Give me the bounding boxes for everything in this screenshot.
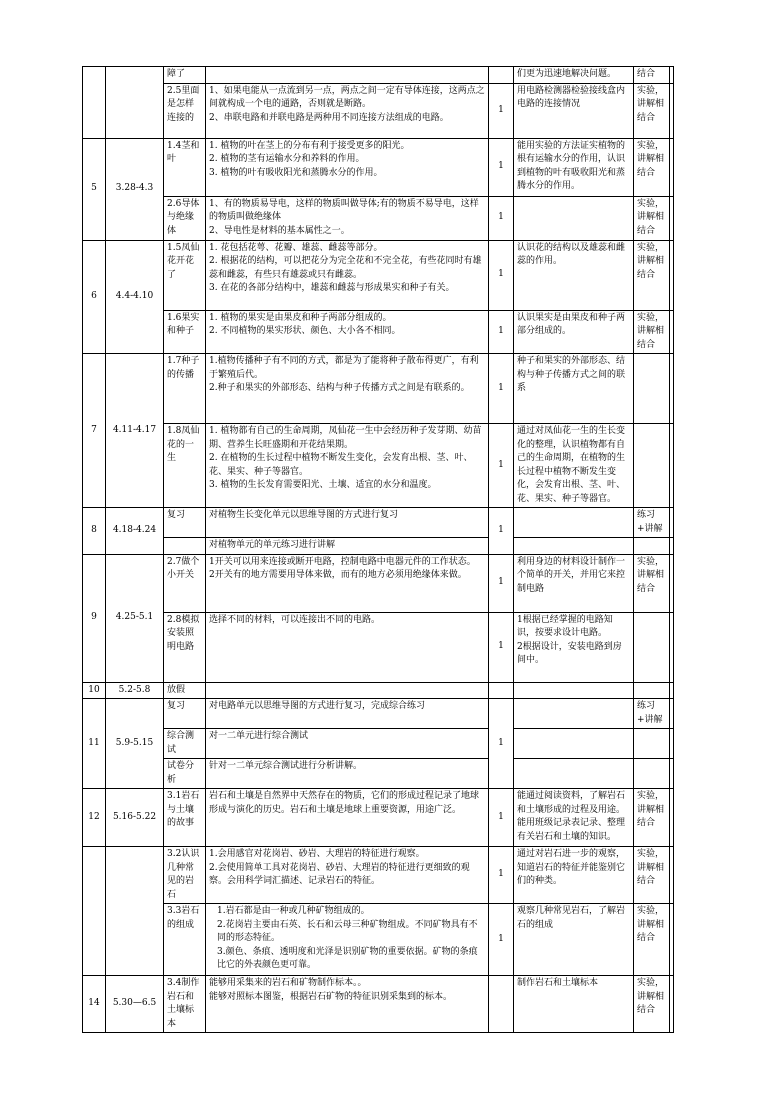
empty-cell: [670, 612, 674, 682]
class-hours-cell: 1: [489, 310, 514, 354]
text-line: 对植物生长变化单元以思维导图的方式进行复习: [209, 510, 399, 520]
teaching-method-cell: [634, 847, 670, 904]
empty-cell: [670, 699, 674, 729]
text-line: 能用实验的方法证实植物的根有运输水分的作用，认识到植物的叶有吸收阳光和蒸腾水分的作用。: [517, 140, 626, 191]
teaching-goal-cell: [514, 83, 634, 138]
lesson-title-cell: 1.6果实和种子: [164, 310, 206, 354]
empty-cell: [670, 424, 674, 508]
class-hours-cell: 1: [489, 354, 514, 424]
teaching-content-cell: [206, 310, 489, 354]
table-row: [83, 424, 674, 508]
lesson-title-cell: 1.5凤仙花开花了: [164, 240, 206, 310]
lesson-title-cell: 2.8模拟安装照明电路: [164, 612, 206, 682]
teaching-content-cell: [206, 240, 489, 310]
week-number-cell: 10: [83, 682, 106, 699]
lesson-title-cell: 2.5里面是怎样连接的: [164, 83, 206, 138]
text-line: 3.颜色、条痕、透明度和光泽是识别矿物的重要依据。矿物的条痕比它的外表颜色更可靠。: [217, 946, 478, 970]
text-line: 选择不同的材料，可以连接出不同的电路。: [209, 614, 381, 625]
teaching-content-cell: [206, 508, 489, 538]
class-hours-cell: 1: [489, 196, 514, 240]
text-line: 2.花岗岩主要由石英、长石和云母三种矿物组成。不同矿物具有不同的形态特征。: [217, 919, 478, 943]
text-line: 实验，讲解相结合: [637, 312, 665, 350]
teaching-goal-cell: [514, 196, 634, 240]
text-line: 认识花的结构以及雄蕊和雌蕊的作用。: [517, 242, 626, 266]
teaching-goal-cell: [514, 759, 634, 789]
table-row: [83, 538, 674, 555]
class-hours-cell: [489, 67, 514, 84]
teaching-content-cell: [206, 904, 489, 976]
table-row: [83, 310, 674, 354]
empty-cell: [670, 354, 674, 424]
table-row: [83, 554, 674, 612]
text-line: 结合: [637, 69, 656, 79]
teaching-goal-cell: [514, 424, 634, 508]
teaching-goal-cell: [514, 847, 634, 904]
text-line: 种子和果实的外部形态、结构与种子传播方式之间的联系: [517, 356, 626, 393]
table-row: [83, 976, 674, 1033]
week-number-cell: 12: [83, 789, 106, 847]
teaching-method-cell: [634, 904, 670, 976]
empty-cell: [670, 196, 674, 240]
date-range-cell: [106, 847, 164, 976]
teaching-method-cell: [634, 67, 670, 84]
text-line: 3. 植物的生长发育需要阳光、土壤、适宜的水分和温度。: [209, 480, 437, 490]
teaching-goal-cell: [514, 976, 634, 1033]
date-range-cell: 4.11-4.17: [106, 354, 164, 508]
teaching-method-cell: [634, 196, 670, 240]
teaching-goal-cell: [514, 904, 634, 976]
table-row: [83, 789, 674, 847]
table-row: [83, 729, 674, 759]
text-line: 1. 植物的果实是由果皮和种子两部分组成的。: [209, 312, 392, 323]
date-range-cell: 3.28-4.3: [106, 138, 164, 240]
teaching-content-cell: [206, 847, 489, 904]
lesson-title-cell: 放假: [164, 682, 206, 699]
lesson-title-cell: 3.1岩石与土壤的故事: [164, 789, 206, 847]
lesson-title-cell: 1.4茎和叶: [164, 138, 206, 196]
class-hours-cell: 1: [489, 240, 514, 310]
teaching-content-cell: [206, 354, 489, 424]
teaching-content-cell: [206, 682, 489, 699]
teaching-method-cell: [634, 699, 670, 729]
class-hours-cell: 1: [489, 138, 514, 196]
text-line: 1. 植物的叶在茎上的分布有利于接受更多的阳光。: [209, 140, 410, 151]
teaching-goal-cell: [514, 67, 634, 84]
table-row: [83, 759, 674, 789]
teaching-content-cell: [206, 196, 489, 240]
teaching-method-cell: [634, 240, 670, 310]
teaching-schedule-table: [82, 66, 674, 1033]
empty-cell: [670, 729, 674, 759]
table-row: [83, 67, 674, 84]
teaching-content-cell: [206, 554, 489, 612]
lesson-plan-page: [82, 66, 674, 1033]
table-row: [83, 240, 674, 310]
empty-cell: [670, 847, 674, 904]
text-line: 2开关有的地方需要用导体来做，而有的地方必须用绝缘体来做。: [209, 570, 467, 580]
text-line: 能通过阅读资料，了解岩石和土壤形成的过程及用途。能用班级记录表记录、整理有关岩石和土壤的知识。: [517, 791, 626, 842]
class-hours-cell: 1: [489, 508, 514, 555]
text-line: 1. 植物都有自己的生命周期，凤仙花一生中会经历种子发芽期、幼苗期、营养生长旺盛期和开花结果期。: [209, 426, 482, 450]
teaching-content-cell: [206, 759, 489, 789]
lesson-title-cell: [164, 538, 206, 555]
teaching-content-cell: [206, 976, 489, 1033]
date-range-cell: 5.16-5.22: [106, 789, 164, 847]
table-row: [83, 847, 674, 904]
text-line: 练习+讲解: [637, 701, 663, 725]
text-line: 认识果实是由果皮和种子两部分组成的。: [517, 312, 626, 336]
teaching-method-cell: [634, 612, 670, 682]
teaching-goal-cell: [514, 554, 634, 612]
teaching-goal-cell: [514, 789, 634, 847]
text-line: 实验，讲解相结合: [637, 791, 665, 828]
teaching-goal-cell: [514, 538, 634, 555]
text-line: 利用身边的材料设计制作一个简单的开关，并用它来控制电路: [517, 556, 626, 594]
text-line: 实验，讲解相结合: [637, 849, 665, 886]
week-number-cell: 6: [83, 240, 106, 354]
teaching-goal-cell: [514, 508, 634, 538]
lesson-title-cell: 综合测试: [164, 729, 206, 759]
teaching-goal-cell: [514, 138, 634, 196]
text-line: 实验，讲解相结合: [637, 85, 665, 123]
week-number-cell: 14: [83, 976, 106, 1033]
empty-cell: [670, 759, 674, 789]
empty-cell: [670, 138, 674, 196]
empty-cell: [670, 789, 674, 847]
text-line: 2.会使用简单工具对花岗岩、砂岩、大理岩的特征进行更细致的观察。会用科学词汇描述、记录岩石的特征。: [209, 862, 470, 886]
text-line: 实验，讲解相结合: [637, 198, 665, 236]
text-line: 针对一二单元综合测试进行分析讲解。: [209, 761, 363, 771]
table-row: [83, 196, 674, 240]
date-range-cell: 5.30—6.5: [106, 976, 164, 1033]
teaching-method-cell: [634, 310, 670, 354]
empty-cell: [670, 904, 674, 976]
text-line: 1. 花包括花萼、花瓣、雄蕊、雌蕊等部分。: [209, 242, 383, 253]
text-line: 制作岩石和土壤标本: [517, 978, 599, 988]
date-range-cell: 5.2-5.8: [106, 682, 164, 699]
teaching-content-cell: [206, 699, 489, 729]
class-hours-cell: 1: [489, 904, 514, 976]
teaching-goal-cell: [514, 699, 634, 729]
lesson-title-cell: 3.3岩石的组成: [164, 904, 206, 976]
empty-cell: [670, 83, 674, 138]
table-row: [83, 682, 674, 699]
teaching-goal-cell: [514, 354, 634, 424]
teaching-goal-cell: [514, 240, 634, 310]
lesson-title-cell: 复习: [164, 508, 206, 538]
text-line: 能够用采集来的岩石和矿物制作标本。。: [209, 978, 367, 988]
table-row: [83, 612, 674, 682]
text-line: 们更为迅速地解决问题。: [517, 69, 617, 79]
empty-cell: [670, 554, 674, 612]
class-hours-cell: 1: [489, 424, 514, 508]
table-row: [83, 83, 674, 138]
lesson-title-cell: 1.8凤仙花的一生: [164, 424, 206, 508]
lesson-title-cell: 2.7做个小开关: [164, 554, 206, 612]
table-row: [83, 904, 674, 976]
text-line: 能够对照标本图鉴，根据岩石矿物的特征识别采集到的标本。: [209, 991, 453, 1002]
class-hours-cell: 1: [489, 612, 514, 682]
lesson-title-cell: 试卷分析: [164, 759, 206, 789]
teaching-method-cell: [634, 554, 670, 612]
teaching-content-cell: [206, 83, 489, 138]
class-hours-cell: 1: [489, 554, 514, 612]
date-range-cell: [106, 67, 164, 139]
week-number-cell: 5: [83, 138, 106, 240]
teaching-method-cell: [634, 729, 670, 759]
empty-cell: [670, 538, 674, 555]
text-line: 2. 根据花的结构，可以把花分为完全花和不完全花，有些花同时有雄蕊和雌蕊，有些只有雄蕊或只有雌蕊。: [209, 256, 482, 280]
class-hours-cell: 1: [489, 699, 514, 789]
text-line: 岩石和土壤是自然界中天然存在的物质，它们的形成过程记录了地球形成与演化的历史。岩石和土壤是地球上重要资源，用途广泛。: [209, 791, 480, 815]
class-hours-cell: [489, 976, 514, 1033]
text-line: 练习+讲解: [637, 510, 663, 534]
empty-cell: [670, 976, 674, 1033]
class-hours-cell: 1: [489, 789, 514, 847]
week-number-cell: 7: [83, 354, 106, 508]
text-line: 3. 在花的各部分结构中，雄蕊和雌蕊与形成果实和种子有关。: [209, 283, 455, 293]
text-line: 1.会用感官对花岗岩、砂岩、大理岩的特征进行观察。: [209, 849, 425, 859]
table-row: [83, 699, 674, 729]
teaching-method-cell: [634, 759, 670, 789]
teaching-content-cell: [206, 67, 489, 84]
teaching-goal-cell: [514, 310, 634, 354]
text-line: 实验，讲解相结合: [637, 906, 665, 943]
teaching-method-cell: [634, 682, 670, 699]
text-line: 对电路单元以思维导图的方式进行复习，完成综合练习: [209, 701, 426, 711]
class-hours-cell: 1: [489, 847, 514, 904]
text-line: 对一二单元进行综合测试: [209, 731, 309, 741]
teaching-content-cell: [206, 538, 489, 555]
text-line: 1、有的物质易导电，这样的物质叫做导体;有的物质不易导电，这样的物质叫做绝缘体: [209, 198, 479, 222]
class-hours-cell: [489, 682, 514, 699]
empty-cell: [670, 310, 674, 354]
lesson-title-cell: 复习: [164, 699, 206, 729]
teaching-method-cell: [634, 508, 670, 538]
lesson-title-cell: 3.4制作岩石和土壤标本: [164, 976, 206, 1033]
week-number-cell: 11: [83, 699, 106, 789]
week-number-cell: 9: [83, 554, 106, 682]
class-hours-cell: 1: [489, 83, 514, 138]
text-line: 1.植物传播种子有不同的方式，都是为了能将种子散布得更广，有利于繁殖后代。: [209, 356, 479, 380]
week-number-cell: 8: [83, 508, 106, 555]
text-line: 实验，讲解相结合: [637, 242, 665, 280]
lesson-title-cell: 3.2认识几种常见的岩石: [164, 847, 206, 904]
date-range-cell: 5.9-5.15: [106, 699, 164, 789]
text-line: 1、如果电能从一点流到另一点，两点之间一定有导体连接，这两点之间就构成一个电的通路，否则就是断路。: [209, 85, 485, 109]
text-line: 2. 植物的茎有运输水分和养料的作用。: [209, 154, 365, 164]
text-line: 通过对岩石进一步的观察，知道岩石的特征并能鉴别它们的种类。: [517, 849, 626, 886]
teaching-content-cell: [206, 138, 489, 196]
text-line: 观察几种常见岩石，了解岩石的组成: [517, 906, 626, 930]
lesson-title-cell: 2.6导体与绝缘体: [164, 196, 206, 240]
date-range-cell: 4.18-4.24: [106, 508, 164, 555]
teaching-method-cell: [634, 138, 670, 196]
text-line: 2. 在植物的生长过程中植物不断发生变化，会发育出根、茎、叶、花、果实、种子等器官。: [209, 453, 473, 477]
text-line: 1.岩石都是由一种或几种矿物组成的。: [217, 906, 370, 916]
text-line: 对植物单元的单元练习进行讲解: [209, 540, 336, 550]
week-number-cell: [83, 847, 106, 976]
teaching-goal-cell: [514, 612, 634, 682]
table-row: [83, 354, 674, 424]
date-range-cell: 4.25-5.1: [106, 554, 164, 682]
empty-cell: [670, 240, 674, 310]
text-line: 用电路检测器检验接线盒内电路的连接情况: [517, 85, 626, 109]
teaching-method-cell: [634, 424, 670, 508]
teaching-content-cell: [206, 729, 489, 759]
week-number-cell: [83, 67, 106, 139]
text-line: 1开关可以用来连接或断开电路，控制电路中电器元件的工作状态。: [209, 556, 476, 567]
table-row: [83, 508, 674, 538]
empty-cell: [670, 67, 674, 84]
text-line: 实验，讲解相结合: [637, 140, 665, 178]
teaching-goal-cell: [514, 729, 634, 759]
empty-cell: [670, 508, 674, 538]
text-line: 3. 植物的叶有吸收阳光和蒸腾水分的作用。: [209, 167, 383, 178]
text-line: 2. 不同植物的果实形状、颜色、大小各不相同。: [209, 326, 401, 336]
teaching-method-cell: [634, 83, 670, 138]
teaching-content-cell: [206, 612, 489, 682]
table-row: [83, 138, 674, 196]
empty-cell: [670, 682, 674, 699]
teaching-goal-cell: [514, 682, 634, 699]
text-line: 2、导电性是材料的基本属性之一。: [209, 225, 350, 236]
teaching-method-cell: [634, 789, 670, 847]
text-line: 2根据设计，安装电路到房间中。: [517, 641, 622, 665]
teaching-method-cell: [634, 354, 670, 424]
text-line: 实验，讲解相结合: [637, 978, 665, 1015]
lesson-title-cell: 1.7种子的传播: [164, 354, 206, 424]
teaching-method-cell: [634, 976, 670, 1033]
text-line: 2、串联电路和并联电路是两种用不同连接方法组成的电路。: [209, 112, 449, 123]
lesson-title-cell: 障了: [164, 67, 206, 84]
text-line: 2.种子和果实的外部形态、结构与种子传播方式之间是有联系的。: [209, 383, 470, 393]
text-line: 通过对凤仙花一生的生长变化的整理，认识植物都有自己的生命周期，在植物的生长过程中植物不断发生变化，会发育出根、茎、叶、花、果实、种子等器官。: [517, 426, 626, 504]
teaching-method-cell: [634, 538, 670, 555]
text-line: 实验，讲解相结合: [637, 556, 665, 594]
date-range-cell: 4.4-4.10: [106, 240, 164, 354]
teaching-content-cell: [206, 789, 489, 847]
text-line: 1根据已经掌握的电路知识，按要求设计电路。: [517, 614, 613, 638]
teaching-content-cell: [206, 424, 489, 508]
